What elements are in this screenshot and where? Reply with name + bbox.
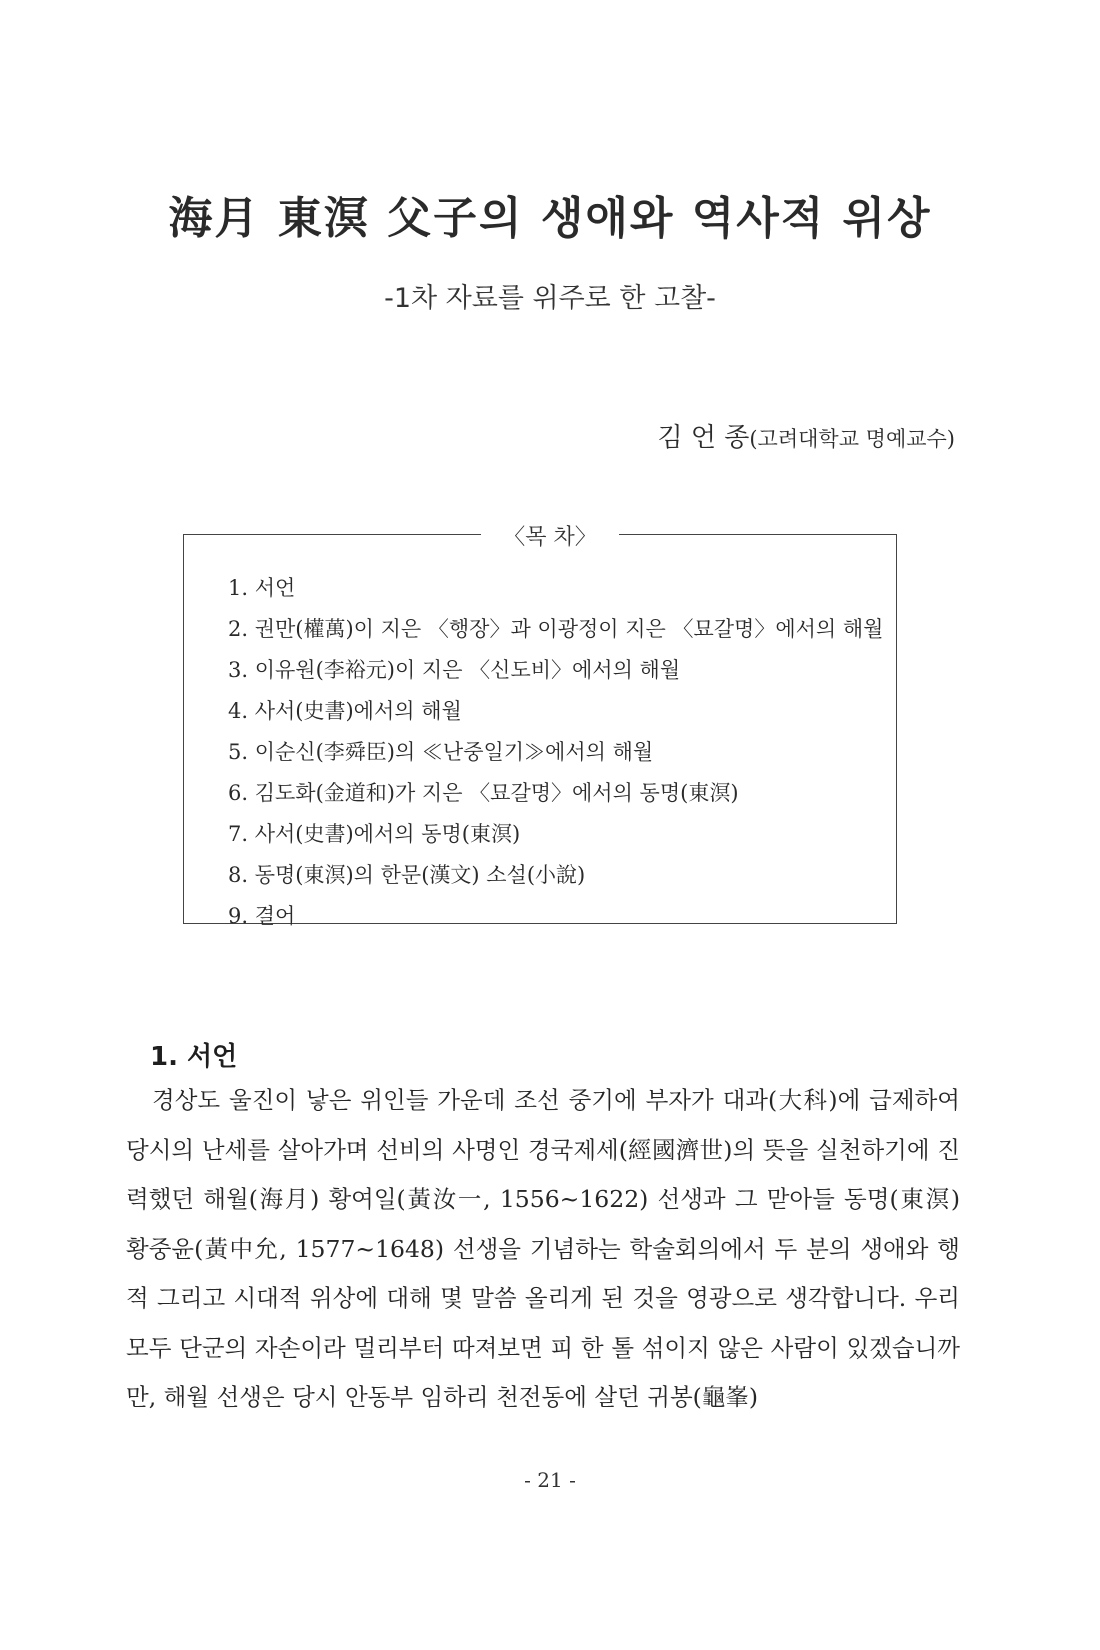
page-number: - 21 - (524, 1468, 576, 1492)
page-title: 海月 東溟 父子의 생애와 역사적 위상 (168, 193, 932, 244)
toc-list (228, 568, 883, 937)
toc-item: 9. 결어 (228, 904, 296, 928)
toc-item: 6. 김도화(金道和)가 지은 〈묘갈명〉에서의 동명(東溟) (228, 781, 739, 805)
toc-item: 1. 서언 (228, 576, 296, 600)
toc-item: 3. 이유원(李裕元)이 지은 〈신도비〉에서의 해월 (228, 658, 681, 682)
author-line (657, 417, 955, 454)
toc-item: 8. 동명(東溟)의 한문(漢文) 소설(小說) (228, 863, 586, 887)
body-paragraph: 경상도 울진이 낳은 위인들 가운데 조선 중기에 부자가 대과(大科)에 급제하여 당시의 난세를 살아가며 선비의 사명인 경국제세(經國濟世)의 뜻을 실천하기에 진력했던 해월(海月) 황여일(黃汝一, 1556~1622) 선생과 그 맏아들 동명(東溟) 황중윤(黃中允, 1577~1648) 선생을 기념하는 학술회의에서 두 분의 생애와 행적 그리고 시대적 위상에 대해 몇 말씀 올리게 된 것을 영광으로 생각합니다. 우리 모두 단군의 자손이라 멀리부터 따져보면 피 한 톨 섞이지 않은 사람이 있겠습니까만, 해월 선생은 당시 안동부 임하리 천전동에 살던 귀봉(龜峯) (126, 1086, 960, 1411)
page-subtitle: -1차 자료를 위주로 한 고찰- (384, 283, 716, 314)
toc-title (0, 520, 1100, 551)
toc-item: 4. 사서(史書)에서의 해월 (228, 699, 462, 723)
toc-title-text: 〈목 차〉 (481, 525, 619, 550)
toc-item: 2. 권만(權萬)이 지은 〈행장〉과 이광정이 지은 〈묘갈명〉에서의 해월 (228, 617, 884, 641)
toc-item: 5. 이순신(李舜臣)의 ≪난중일기≫에서의 해월 (228, 740, 654, 764)
section-heading: 1. 서언 (150, 1042, 238, 1072)
author-name: 김 언 종 (657, 423, 750, 453)
author-affiliation: (고려대학교 명예교수) (749, 427, 955, 451)
toc-item: 7. 사서(史書)에서의 동명(東溟) (228, 822, 521, 846)
